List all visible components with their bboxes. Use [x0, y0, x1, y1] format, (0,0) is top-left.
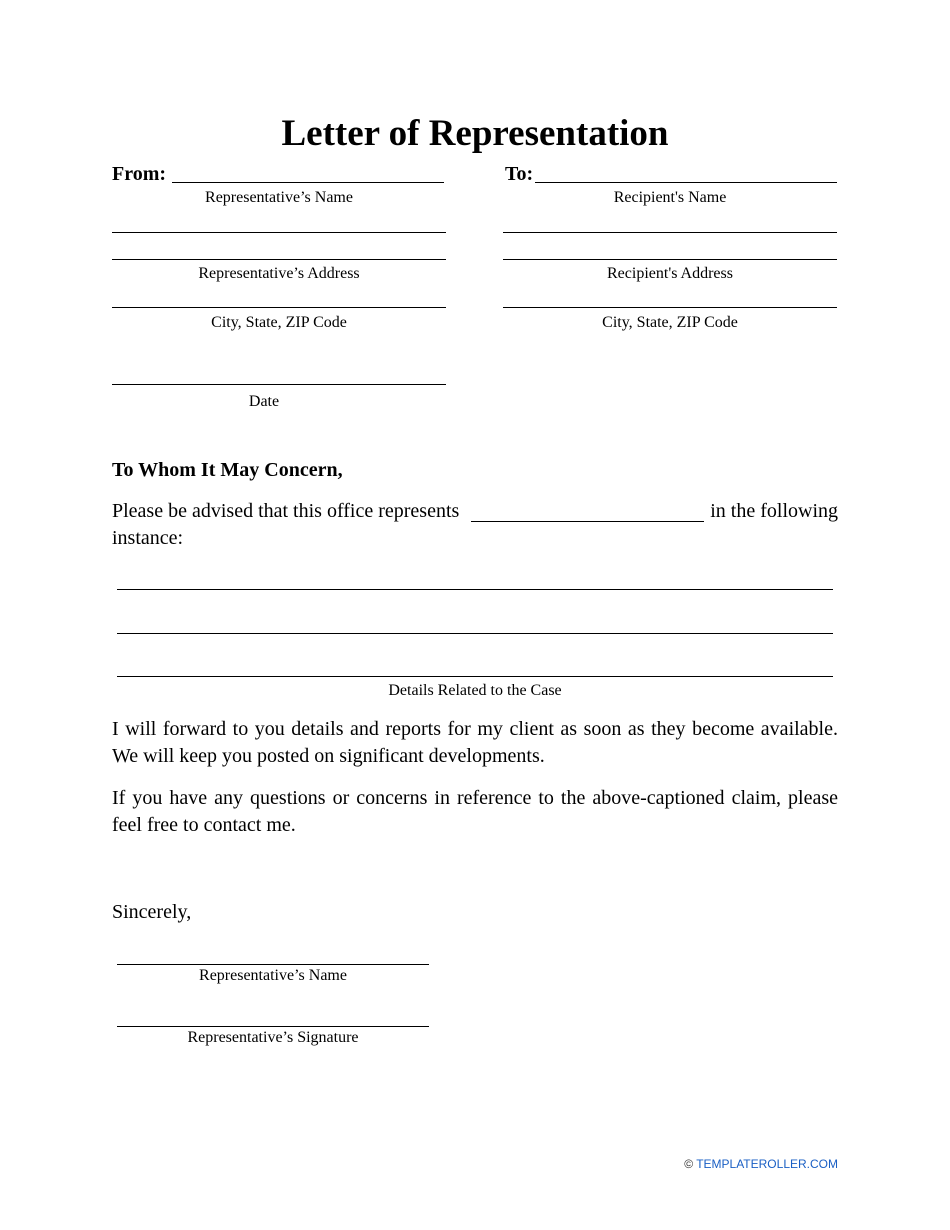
case-details-line-3[interactable] — [117, 676, 833, 677]
para1-before: Please be advised that this office represents — [112, 500, 460, 522]
copyright-symbol: © — [684, 1157, 694, 1171]
salutation: To Whom It May Concern, — [112, 459, 343, 481]
signature-line[interactable] — [117, 1026, 429, 1027]
signature-name-line[interactable] — [117, 964, 429, 965]
para3-line2: feel free to contact me. — [112, 814, 296, 836]
to-address-line-1[interactable] — [503, 232, 837, 233]
to-address-line-2[interactable] — [503, 259, 837, 260]
para1-after: in the following — [710, 500, 838, 522]
from-city-line[interactable] — [112, 307, 446, 308]
from-name-caption: Representative’s Name — [205, 189, 353, 206]
para3-line1: If you have any questions or concerns in reference to the above-captioned claim, please — [112, 787, 838, 809]
date-line[interactable] — [112, 384, 446, 385]
from-address-line-1[interactable] — [112, 232, 446, 233]
to-address-caption: Recipient's Address — [607, 265, 733, 282]
case-details-line-1[interactable] — [117, 589, 833, 590]
to-city-line[interactable] — [503, 307, 837, 308]
from-address-caption: Representative’s Address — [198, 265, 360, 282]
signature-caption: Representative’s Signature — [187, 1029, 359, 1046]
footer-site[interactable]: TEMPLATEROLLER.COM — [696, 1157, 838, 1171]
from-name-line[interactable] — [172, 182, 444, 183]
para2-line2: We will keep you posted on significant developments. — [112, 745, 545, 767]
para2-line1: I will forward to you details and reports for my client as soon as they become available. — [112, 718, 838, 740]
from-city-caption: City, State, ZIP Code — [211, 314, 347, 331]
signature-name-caption: Representative’s Name — [199, 967, 347, 984]
closing: Sincerely, — [112, 901, 192, 923]
case-details-caption: Details Related to the Case — [388, 682, 562, 699]
from-label: From: — [112, 163, 167, 185]
date-caption: Date — [248, 393, 280, 410]
para1-cont: instance: — [112, 527, 184, 549]
to-name-caption: Recipient's Name — [613, 189, 727, 206]
document-title: Letter of Representation — [281, 113, 669, 154]
to-city-caption: City, State, ZIP Code — [602, 314, 738, 331]
case-details-line-2[interactable] — [117, 633, 833, 634]
to-label: To: — [505, 163, 534, 185]
client-name-line[interactable] — [471, 521, 704, 522]
to-name-line[interactable] — [535, 182, 837, 183]
from-address-line-2[interactable] — [112, 259, 446, 260]
footer-link[interactable] — [600, 1156, 838, 1172]
